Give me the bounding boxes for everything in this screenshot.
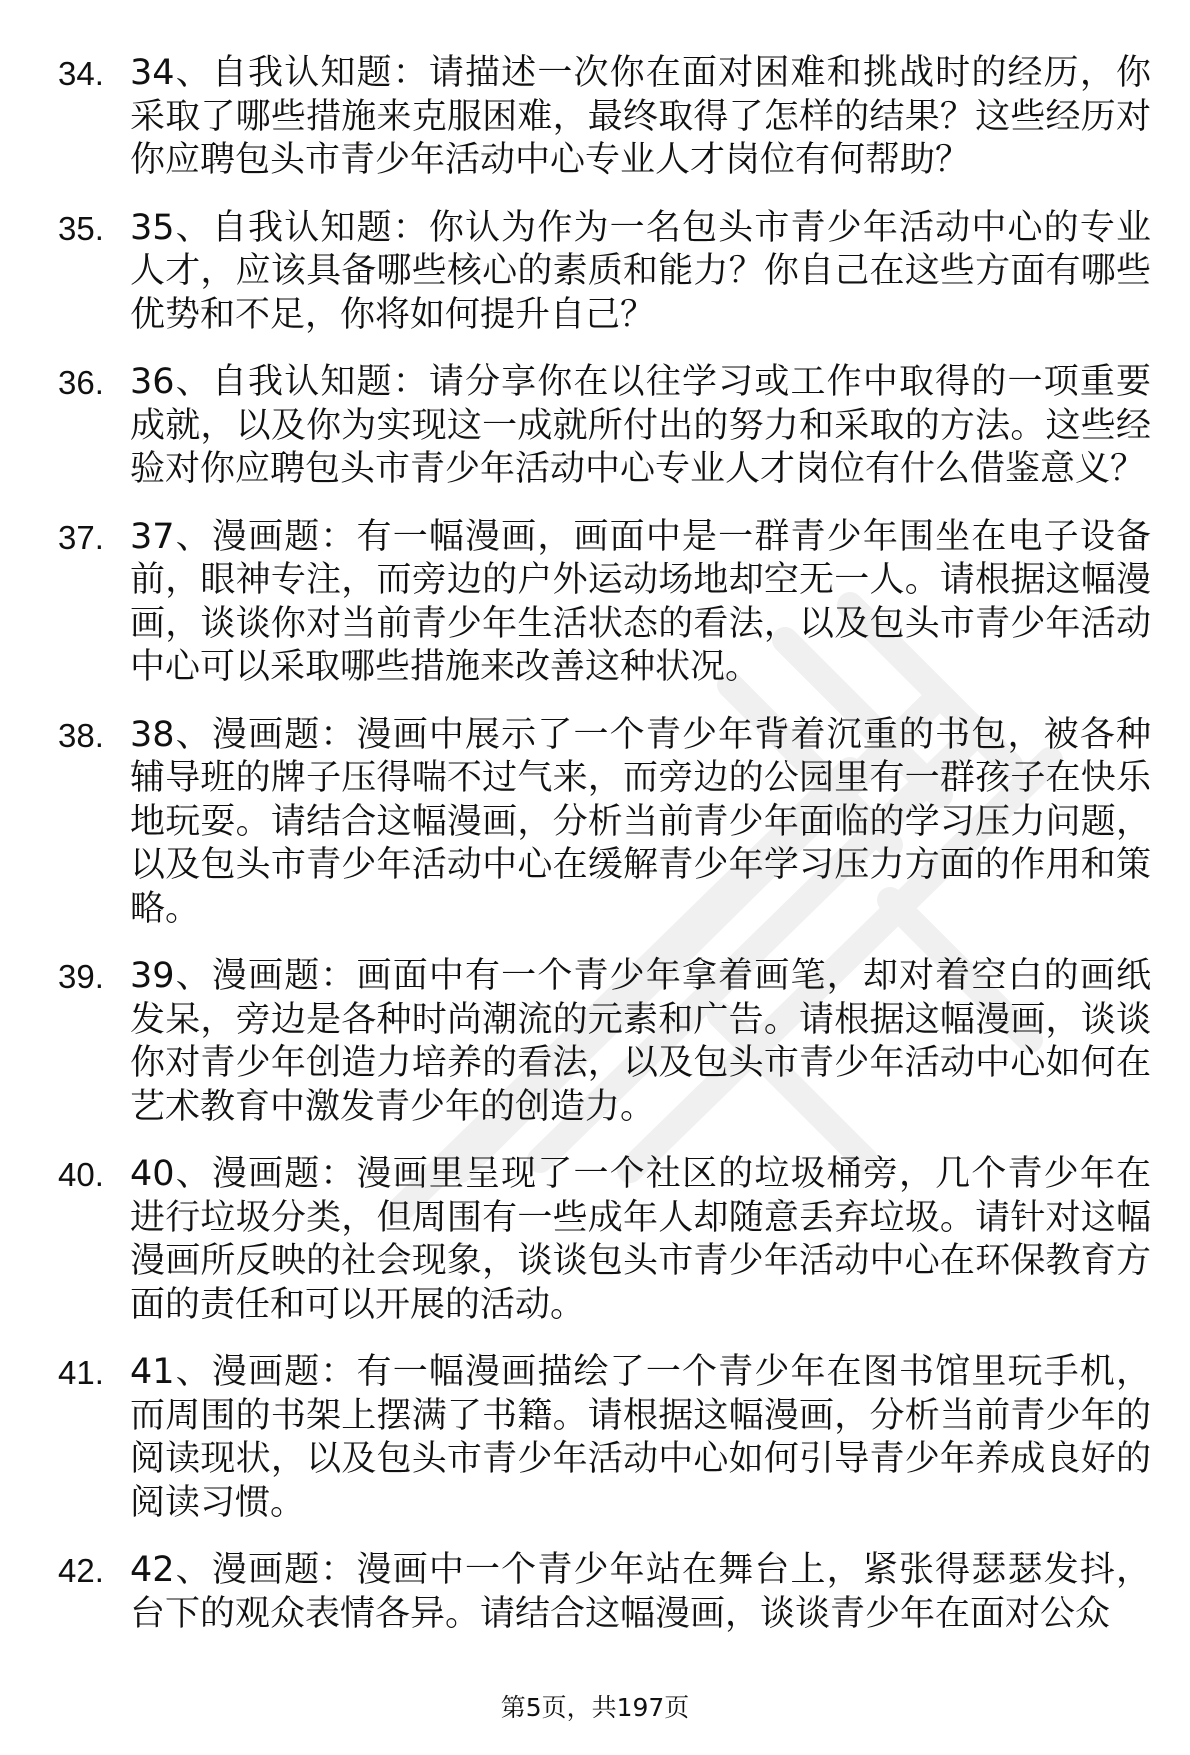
question-item-40	[58, 1153, 1158, 1327]
question-item-35	[58, 207, 1158, 338]
page-number-footer: 第5页，共197页	[500, 1693, 690, 1722]
question-item-42	[58, 1549, 1158, 1636]
question-text: 38、漫画题：漫画中展示了一个青少年背着沉重的书包，被各种辅导班的牌子压得喘不过气来，而旁边的公园里有一群孩子在快乐地玩耍。请结合这幅漫画，分析当前青少年面临的学习压力问题，以及包头市青少年活动中心在缓解青少年学习压力方面的作用和策略。	[130, 714, 1151, 929]
question-number: 37.	[58, 518, 104, 556]
question-number: 35.	[58, 209, 104, 247]
question-text: 41、漫画题：有一幅漫画描绘了一个青少年在图书馆里玩手机，而周围的书架上摆满了书籍。请根据这幅漫画，分析当前青少年的阅读现状，以及包头市青少年活动中心如何引导青少年养成良好的阅读习惯。	[130, 1352, 1151, 1523]
question-text: 40、漫画题：漫画里呈现了一个社区的垃圾桶旁，几个青少年在进行垃圾分类，但周围有一些成年人却随意丢弃垃圾。请针对这幅漫画所反映的社会现象，谈谈包头市青少年活动中心在环保教育方面的责任和可以开展的活动。	[130, 1154, 1151, 1325]
question-number: 34.	[58, 55, 104, 92]
question-number: 41.	[58, 1354, 104, 1391]
question-item-36	[58, 361, 1158, 492]
question-text: 37、漫画题：有一幅漫画，画面中是一群青少年围坐在电子设备前，眼神专注，而旁边的户外运动场地却空无一人。请根据这幅漫画，谈谈你对当前青少年生活状态的看法，以及包头市青少年活动中心可以采取哪些措施来改善这种状况。	[130, 516, 1151, 687]
question-number: 38.	[58, 716, 104, 754]
question-text: 35、自我认知题：你认为作为一名包头市青少年活动中心的专业人才，应该具备哪些核心的素质和能力？你自己在这些方面有哪些优势和不足，你将如何提升自己？	[130, 207, 1151, 335]
question-item-38	[58, 714, 1158, 932]
question-number: 39.	[58, 958, 104, 995]
question-item-34	[58, 52, 1158, 183]
question-number: 36.	[58, 364, 104, 401]
question-text: 42、漫画题：漫画中一个青少年站在舞台上，紧张得瑟瑟发抖，台下的观众表情各异。请结合这幅漫画，谈谈青少年在面对公众	[130, 1550, 1151, 1634]
question-item-37	[58, 516, 1158, 690]
question-item-41	[58, 1351, 1158, 1525]
question-item-39	[58, 955, 1158, 1129]
question-text: 39、漫画题：画面中有一个青少年拿着画笔，却对着空白的画纸发呆，旁边是各种时尚潮流的元素和广告。请根据这幅漫画，谈谈你对青少年创造力培养的看法，以及包头市青少年活动中心如何在艺术教育中激发青少年的创造力。	[130, 956, 1151, 1127]
question-text: 34、自我认知题：请描述一次你在面对困难和挑战时的经历，你采取了哪些措施来克服困难，最终取得了怎样的结果？这些经历对你应聘包头市青少年活动中心专业人才岗位有何帮助？	[130, 53, 1151, 180]
question-list	[58, 52, 1158, 1660]
question-number: 42.	[58, 1552, 104, 1589]
question-number: 40.	[58, 1156, 104, 1193]
question-text: 36、自我认知题：请分享你在以往学习或工作中取得的一项重要成就，以及你为实现这一成就所付出的努力和采取的方法。这些经验对你应聘包头市青少年活动中心专业人才岗位有什么借鉴意义？	[130, 362, 1151, 489]
